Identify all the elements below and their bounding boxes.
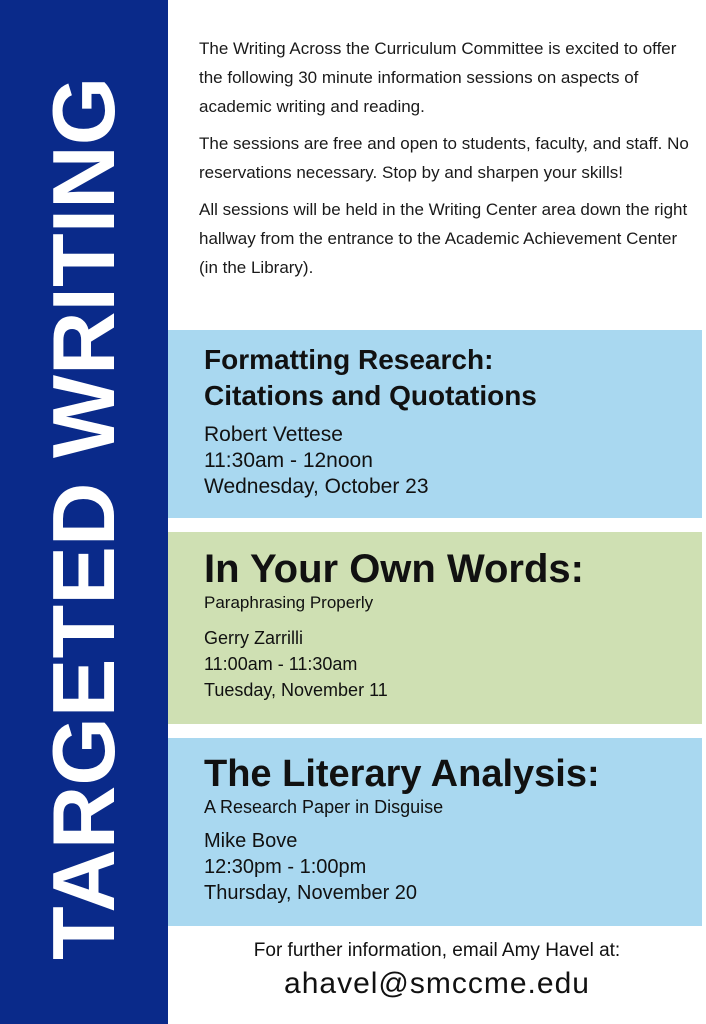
intro-paragraph: All sessions will be held in the Writing Center area down the right hallway from the entrance to the Academic Achievement Center (in the Library). [199,200,688,277]
session-title: In Your Own Words: [204,547,584,591]
session-card-own-words [168,532,702,724]
footer-contact-text: For further information, email Amy Havel at: [253,940,621,961]
session-card-literary-analysis [168,738,702,926]
session-info [204,828,417,906]
session-time: 11:00am - 11:30am [204,654,358,674]
sidebar-banner [0,0,168,1024]
session-time: 12:30pm - 1:00pm [204,856,367,878]
contact-email-link[interactable]: ahavel@smccme.edu [284,967,590,1000]
session-info [204,625,388,703]
session-presenter: Gerry Zarrilli [204,628,303,648]
session-title: The Literary Analysis: [204,753,600,795]
session-subtitle: Paraphrasing Properly [204,593,374,612]
sidebar-title: TARGETED WRITING [34,76,133,960]
session-date: Wednesday, October 23 [204,475,429,498]
session-title-line: Citations and Quotations [204,380,537,411]
session-subtitle: A Research Paper in Disguise [204,797,444,817]
intro-text [199,34,689,290]
session-time: 11:30am - 12noon [204,449,373,472]
session-date: Thursday, November 20 [204,882,418,904]
session-title-line: Formatting Research: [204,344,494,375]
session-info [204,422,429,500]
session-card-formatting-research [168,330,702,518]
intro-paragraph: The sessions are free and open to students, faculty, and staff. No reservations necessary. Stop by and sharpen your skills! [199,134,689,182]
session-date: Tuesday, November 11 [204,680,388,700]
session-presenter: Robert Vettese [204,423,343,446]
session-presenter: Mike Bove [204,830,298,852]
session-title [204,342,537,414]
intro-paragraph: The Writing Across the Curriculum Committee is excited to offer the following 30 minute information sessions on aspects of academic writing and reading. [199,39,677,116]
